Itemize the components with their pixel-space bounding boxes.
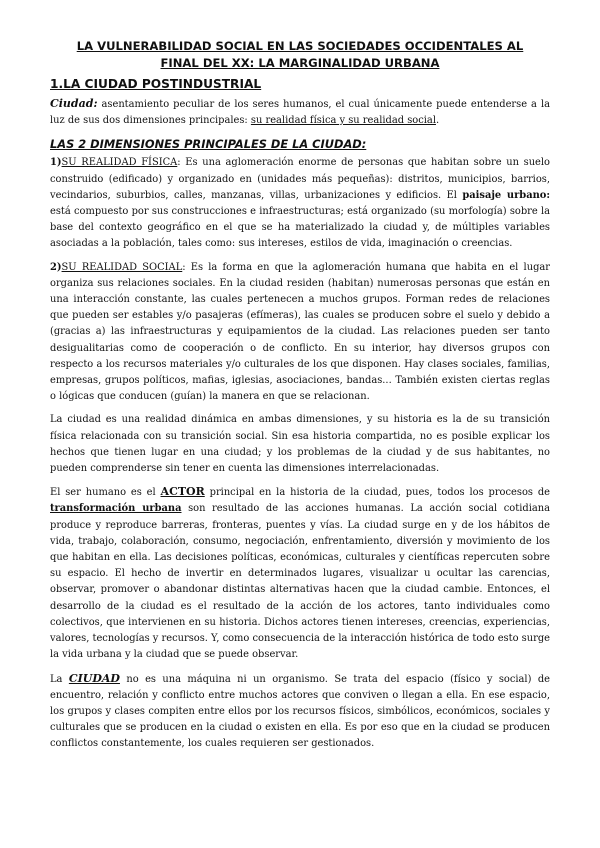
term-realidad-fisica: SU REALIDAD FÍSICA — [61, 157, 178, 169]
term-ciudad: Ciudad: — [50, 97, 98, 110]
paragraph-text: asentamiento peculiar de los seres humanos, el cual únicamente puede entenderse a la luz de sus dos dimensiones principales: — [50, 99, 550, 127]
underlined-dimensions: su realidad física y su realidad social — [250, 115, 436, 127]
term-paisaje-urbano: paisaje urbano: — [462, 189, 551, 201]
title-line-2: FINAL DEL XX: LA MARGINALIDAD URBANA — [160, 56, 440, 70]
paragraph-text: está compuesto por sus construcciones e infraestructuras; está organizado (su morfología) sobre la base del contexto geográfico en el que se ha materializado la ciudad y, de múltiples variables asociadas a la población, tales como: sus intereses, estilos de vida, imaginación o creencias. — [50, 206, 550, 250]
subsection-heading: LAS 2 DIMENSIONES PRINCIPALES DE LA CIUDAD: — [50, 137, 367, 152]
paragraph-actor — [50, 484, 550, 663]
paragraph-realidad-fisica — [50, 155, 550, 252]
paragraph-text: son resultado de las acciones humanas. La acción social cotidiana produce y reproduce barreras, fronteras, puentes y vías. La ciudad surge en y de los hábitos de vida, trabajo, colaboración, consumo, negociación, enfrentamiento, diversión y movimiento de los que habitan en ella. Las decisiones políticas, económicas, culturales y científicas repercuten sobre su espacio. El hecho de invertir en determinados lugares, visualizar u ocultar las carencias, observar, promover o abandonar distintas alternativas hacen que la ciudad cambie. Entonces, el desarrollo de la ciudad es el resultado de la acción de los actores, tanto individuales como colectivos, que intervienen en su historia. Dichos actores tienen intereses, creencias, experiencias, valores, tecnologías y recursos. Y, como consecuencia de la interacción histórica de todo esto surge la vida urbana y la ciudad que se puede observar. — [50, 503, 550, 661]
paragraph-ciudad-espacio — [50, 671, 550, 753]
paragraph-realidad-social — [50, 260, 550, 406]
paragraph-text: : Es la forma en que la aglomeración humana que habita en el lugar organiza sus relaciones sociales. En la ciudad residen (habitan) numerosas personas que están en una interacción constante, las cuales pertenecen a muchos grupos. Forman redes de relaciones que pueden ser estables y/o pasajeras (efímeras), las cuales se producen sobre el suelo y debido a (gracias a) las infraestructuras y equipamientos de la ciudad. Las relaciones pueden ser tanto desigualitarias como de cooperación o de conflicto. En su interior, hay diversos grupos con respecto a los recursos materiales y/o culturales de los que disponen. Hay clases sociales, familias, empresas, grupos políticos, mafias, iglesias, asociaciones, bandas... También existen ciertas reglas o lógicas que conducen (guían) la manera en que se relacionan. — [50, 261, 550, 403]
paragraph-text: principal en la historia de la ciudad, pues, todos los procesos de — [204, 487, 550, 499]
item-number-2: 2) — [50, 261, 62, 273]
paragraph-ciudad-dinamica: La ciudad es una realidad dinámica en ambas dimensiones, y su historia es la de su transición física relacionada con su transición social. Sin esa historia compartida, no es posible explicar los hechos que tienen lugar en una ciudad; y los problemas de la ciudad y de sus habitantes, no pueden comprenderse sin tener en cuenta las dimensiones interrelacionadas. — [50, 414, 550, 475]
item-number-1: 1) — [50, 157, 62, 169]
section-heading: 1.LA CIUDAD POSTINDUSTRIAL — [50, 77, 262, 91]
document-title — [50, 38, 550, 72]
paragraph-text: no es una máquina ni un organismo. Se trata del espacio (físico y social) de encuentro, relación y conflicto entre muchos actores que conviven o llegan a ella. En ese espacio, los grupos y clases compiten entre ellos por los recursos físicos, simbólicos, económicos, sociales y culturales que se producen en la ciudad o existen en ella. Es por eso que en la ciudad se producen conflictos constantemente, los cuales requieren ser gestionados. — [50, 673, 550, 750]
paragraph-text: La — [50, 673, 69, 685]
paragraph-text: : Es una aglomeración enorme de personas que habitan sobre un suelo construido (edificado) y organizado en (unidades más pequeñas): distritos, municipios, barrios, vecindarios, suburbios, calles, manzanas, villas, urbanizaciones y edificios. El — [50, 157, 550, 201]
term-transformacion-urbana: transformación urbana — [50, 503, 182, 515]
term-realidad-social: SU REALIDAD SOCIAL — [61, 261, 183, 273]
term-ciudad-caps: CIUDAD — [68, 671, 120, 685]
paragraph-end: . — [435, 115, 440, 127]
term-actor: ACTOR — [160, 485, 205, 499]
paragraph-ciudad-definition — [50, 96, 550, 129]
title-line-1: LA VULNERABILIDAD SOCIAL EN LAS SOCIEDADES OCCIDENTALES AL — [76, 39, 524, 53]
paragraph-text: El ser humano es el — [50, 487, 161, 499]
